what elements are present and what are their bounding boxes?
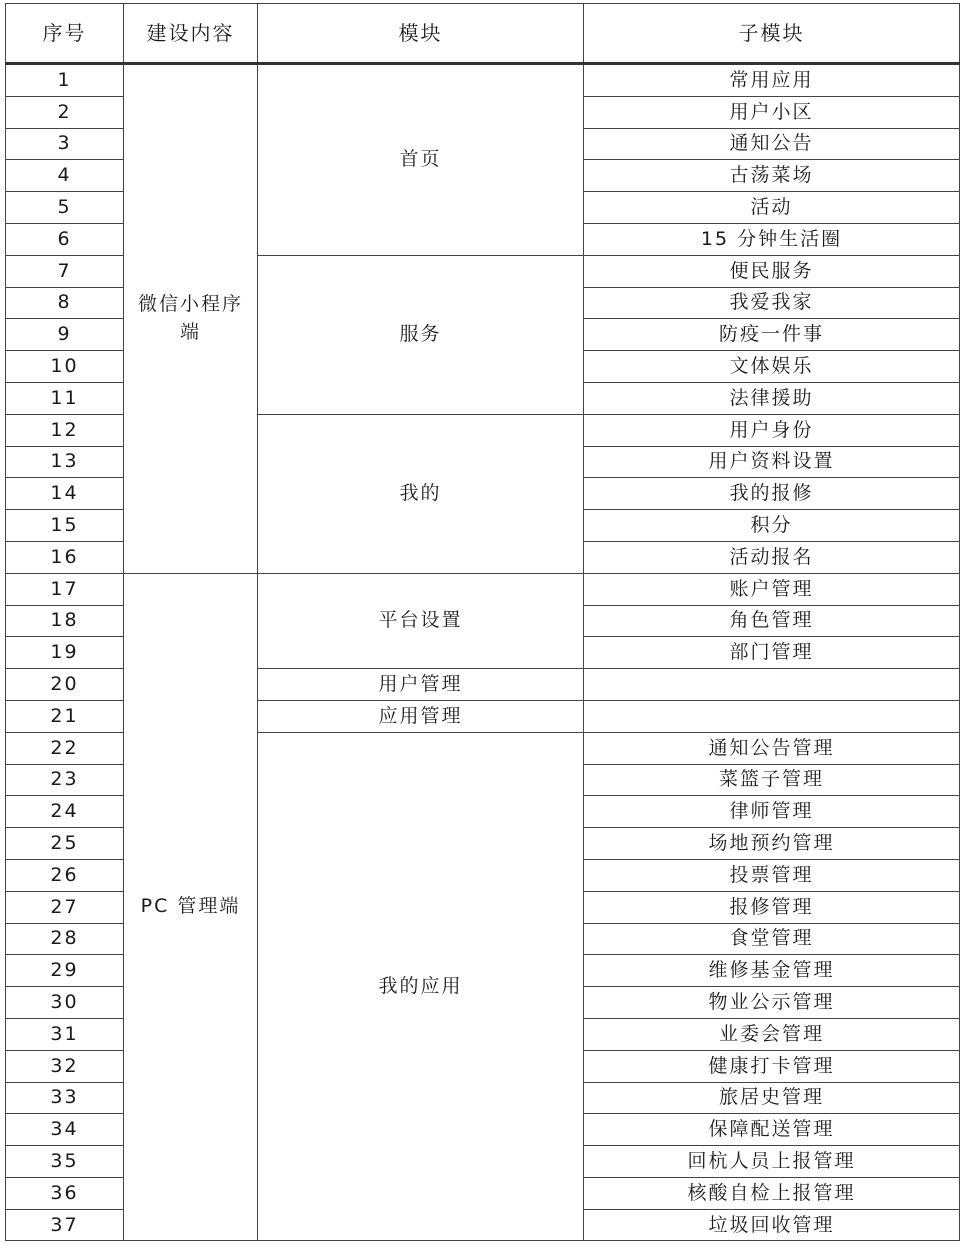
cell-submodule	[584, 669, 960, 701]
cell-seq: 37	[6, 1209, 124, 1241]
cell-seq: 15	[6, 510, 124, 542]
cell-seq: 2	[6, 96, 124, 128]
cell-seq: 32	[6, 1050, 124, 1082]
table-header	[6, 4, 960, 64]
cell-seq: 25	[6, 828, 124, 860]
cell-submodule: 常用应用	[584, 64, 960, 97]
cell-seq: 34	[6, 1114, 124, 1146]
cell-seq: 20	[6, 669, 124, 701]
cell-category: 微信小程序端	[124, 64, 258, 574]
cell-submodule: 核酸自检上报管理	[584, 1177, 960, 1209]
cell-seq: 33	[6, 1082, 124, 1114]
cell-submodule: 15 分钟生活圈	[584, 223, 960, 255]
cell-module: 平台设置	[258, 573, 584, 668]
cell-module: 我的应用	[258, 732, 584, 1241]
cell-seq: 9	[6, 319, 124, 351]
cell-submodule: 保障配送管理	[584, 1114, 960, 1146]
cell-submodule: 菜篮子管理	[584, 764, 960, 796]
cell-submodule: 场地预约管理	[584, 828, 960, 860]
cell-module: 服务	[258, 255, 584, 414]
cell-submodule: 健康打卡管理	[584, 1050, 960, 1082]
cell-seq: 18	[6, 605, 124, 637]
cell-submodule: 古荡菜场	[584, 160, 960, 192]
cell-seq: 28	[6, 923, 124, 955]
header-module: 模块	[258, 4, 584, 64]
cell-module: 首页	[258, 64, 584, 256]
cell-submodule: 物业公示管理	[584, 987, 960, 1019]
cell-submodule: 活动报名	[584, 541, 960, 573]
cell-submodule: 法律援助	[584, 382, 960, 414]
cell-submodule: 角色管理	[584, 605, 960, 637]
cell-submodule: 维修基金管理	[584, 955, 960, 987]
cell-seq: 21	[6, 700, 124, 732]
cell-submodule: 我爱我家	[584, 287, 960, 319]
spec-table	[5, 3, 960, 1241]
cell-submodule: 报修管理	[584, 891, 960, 923]
table-row	[6, 573, 960, 605]
cell-seq: 7	[6, 255, 124, 287]
cell-seq: 16	[6, 541, 124, 573]
cell-seq: 14	[6, 478, 124, 510]
cell-submodule: 通知公告	[584, 128, 960, 160]
cell-seq: 19	[6, 637, 124, 669]
cell-submodule: 回杭人员上报管理	[584, 1146, 960, 1178]
cell-submodule: 活动	[584, 192, 960, 224]
cell-submodule: 用户身份	[584, 414, 960, 446]
header-seq: 序号	[6, 4, 124, 64]
cell-module: 我的	[258, 414, 584, 573]
cell-seq: 12	[6, 414, 124, 446]
cell-seq: 23	[6, 764, 124, 796]
cell-submodule: 部门管理	[584, 637, 960, 669]
cell-seq: 22	[6, 732, 124, 764]
cell-submodule: 防疫一件事	[584, 319, 960, 351]
cell-submodule: 用户资料设置	[584, 446, 960, 478]
cell-seq: 17	[6, 573, 124, 605]
cell-seq: 5	[6, 192, 124, 224]
cell-module: 用户管理	[258, 669, 584, 701]
cell-module: 应用管理	[258, 700, 584, 732]
cell-seq: 26	[6, 859, 124, 891]
cell-submodule: 旅居史管理	[584, 1082, 960, 1114]
cell-submodule: 我的报修	[584, 478, 960, 510]
header-row	[6, 4, 960, 64]
cell-submodule: 垃圾回收管理	[584, 1209, 960, 1241]
table-row	[6, 64, 960, 97]
cell-seq: 31	[6, 1018, 124, 1050]
cell-seq: 3	[6, 128, 124, 160]
cell-submodule: 便民服务	[584, 255, 960, 287]
cell-seq: 8	[6, 287, 124, 319]
table-body	[6, 64, 960, 1241]
cell-seq: 6	[6, 223, 124, 255]
cell-submodule: 用户小区	[584, 96, 960, 128]
cell-seq: 36	[6, 1177, 124, 1209]
cell-submodule: 通知公告管理	[584, 732, 960, 764]
cell-seq: 10	[6, 351, 124, 383]
cell-seq: 1	[6, 64, 124, 97]
cell-submodule: 文体娱乐	[584, 351, 960, 383]
header-submodule: 子模块	[584, 4, 960, 64]
cell-seq: 35	[6, 1146, 124, 1178]
cell-seq: 30	[6, 987, 124, 1019]
cell-submodule	[584, 700, 960, 732]
cell-seq: 11	[6, 382, 124, 414]
cell-seq: 29	[6, 955, 124, 987]
cell-seq: 4	[6, 160, 124, 192]
cell-submodule: 业委会管理	[584, 1018, 960, 1050]
cell-submodule: 食堂管理	[584, 923, 960, 955]
cell-seq: 13	[6, 446, 124, 478]
header-content: 建设内容	[124, 4, 258, 64]
cell-submodule: 账户管理	[584, 573, 960, 605]
cell-submodule: 积分	[584, 510, 960, 542]
cell-category: PC 管理端	[124, 573, 258, 1241]
cell-seq: 24	[6, 796, 124, 828]
cell-submodule: 投票管理	[584, 859, 960, 891]
cell-seq: 27	[6, 891, 124, 923]
cell-submodule: 律师管理	[584, 796, 960, 828]
